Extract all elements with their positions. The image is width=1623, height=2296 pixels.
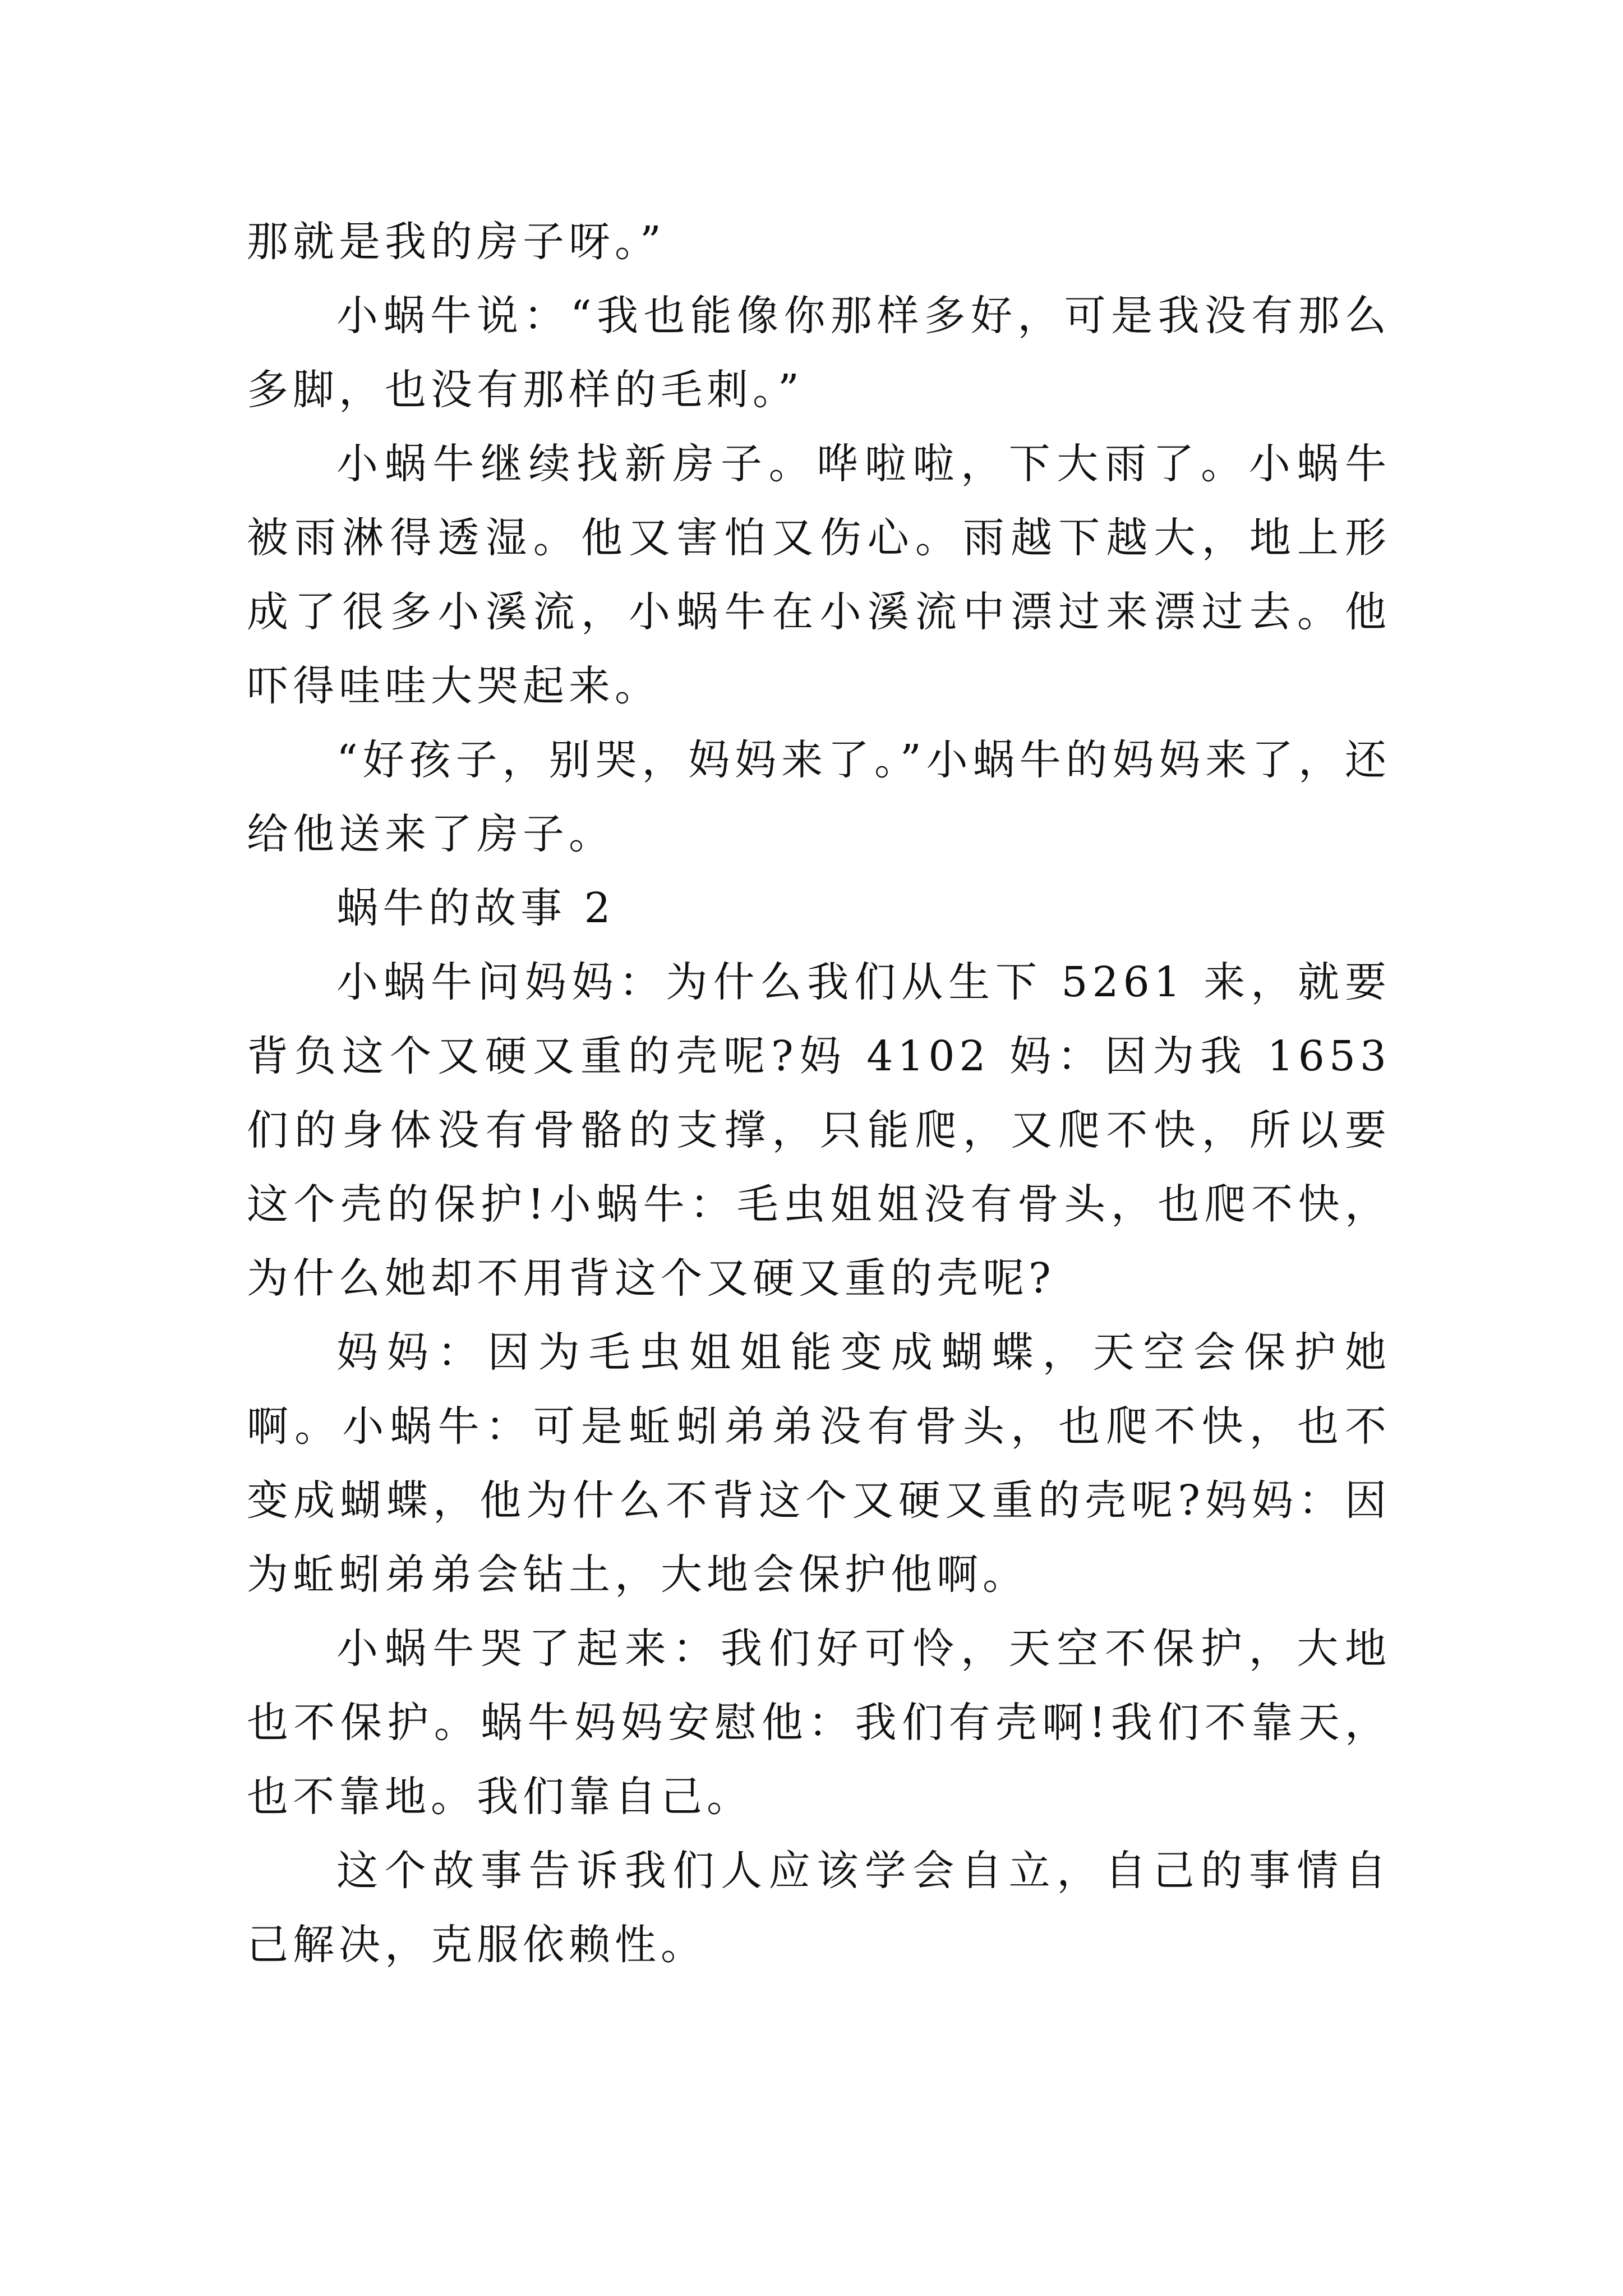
paragraph-8: 小蜗牛哭了起来：我们好可怜，天空不保护，大地也不保护。蜗牛妈妈安慰他：我们有壳啊!我们不靠天，也不靠地。我们靠自己。	[247, 1625, 1391, 1821]
paragraph-3: 小蜗牛继续找新房子。哗啦啦，下大雨了。小蜗牛被雨淋得透湿。他又害怕又伤心。雨越下越大，地上形成了很多小溪流，小蜗牛在小溪流中漂过来漂过去。他吓得哇哇大哭起来。	[247, 440, 1391, 710]
paragraph-7: 妈妈：因为毛虫姐姐能变成蝴蝶，天空会保护她啊。小蜗牛：可是蚯蚓弟弟没有骨头，也爬不快，也不变成蝴蝶，他为什么不背这个又硬又重的壳呢?妈妈：因为蚯蚓弟弟会钻土，大地会保护他啊。	[247, 1328, 1391, 1599]
paragraph-6: 小蜗牛问妈妈：为什么我们从生下 5261 来，就要背负这个又硬又重的壳呢?妈 4102 妈：因为我 1653 们的身体没有骨骼的支撑，只能爬，又爬不快，所以要这个壳的保护!小蜗牛：毛虫姐姐没有骨头，也爬不快，为什么她却不用背这个又硬又重的壳呢?	[247, 958, 1391, 1303]
paragraph-4: “好孩子，别哭，妈妈来了。”小蜗牛的妈妈来了，还给他送来了房子。	[247, 736, 1391, 858]
paragraph-9: 这个故事告诉我们人应该学会自立，自己的事情自己解决，克服依赖性。	[247, 1847, 1391, 1969]
paragraph-1: 那就是我的房子呀。”	[247, 218, 666, 266]
document-body	[247, 205, 1391, 1982]
paragraph-2: 小蜗牛说：“我也能像你那样多好，可是我没有那么多脚，也没有那样的毛刺。”	[247, 292, 1391, 414]
section-heading: 蜗牛的故事 2	[336, 884, 615, 932]
